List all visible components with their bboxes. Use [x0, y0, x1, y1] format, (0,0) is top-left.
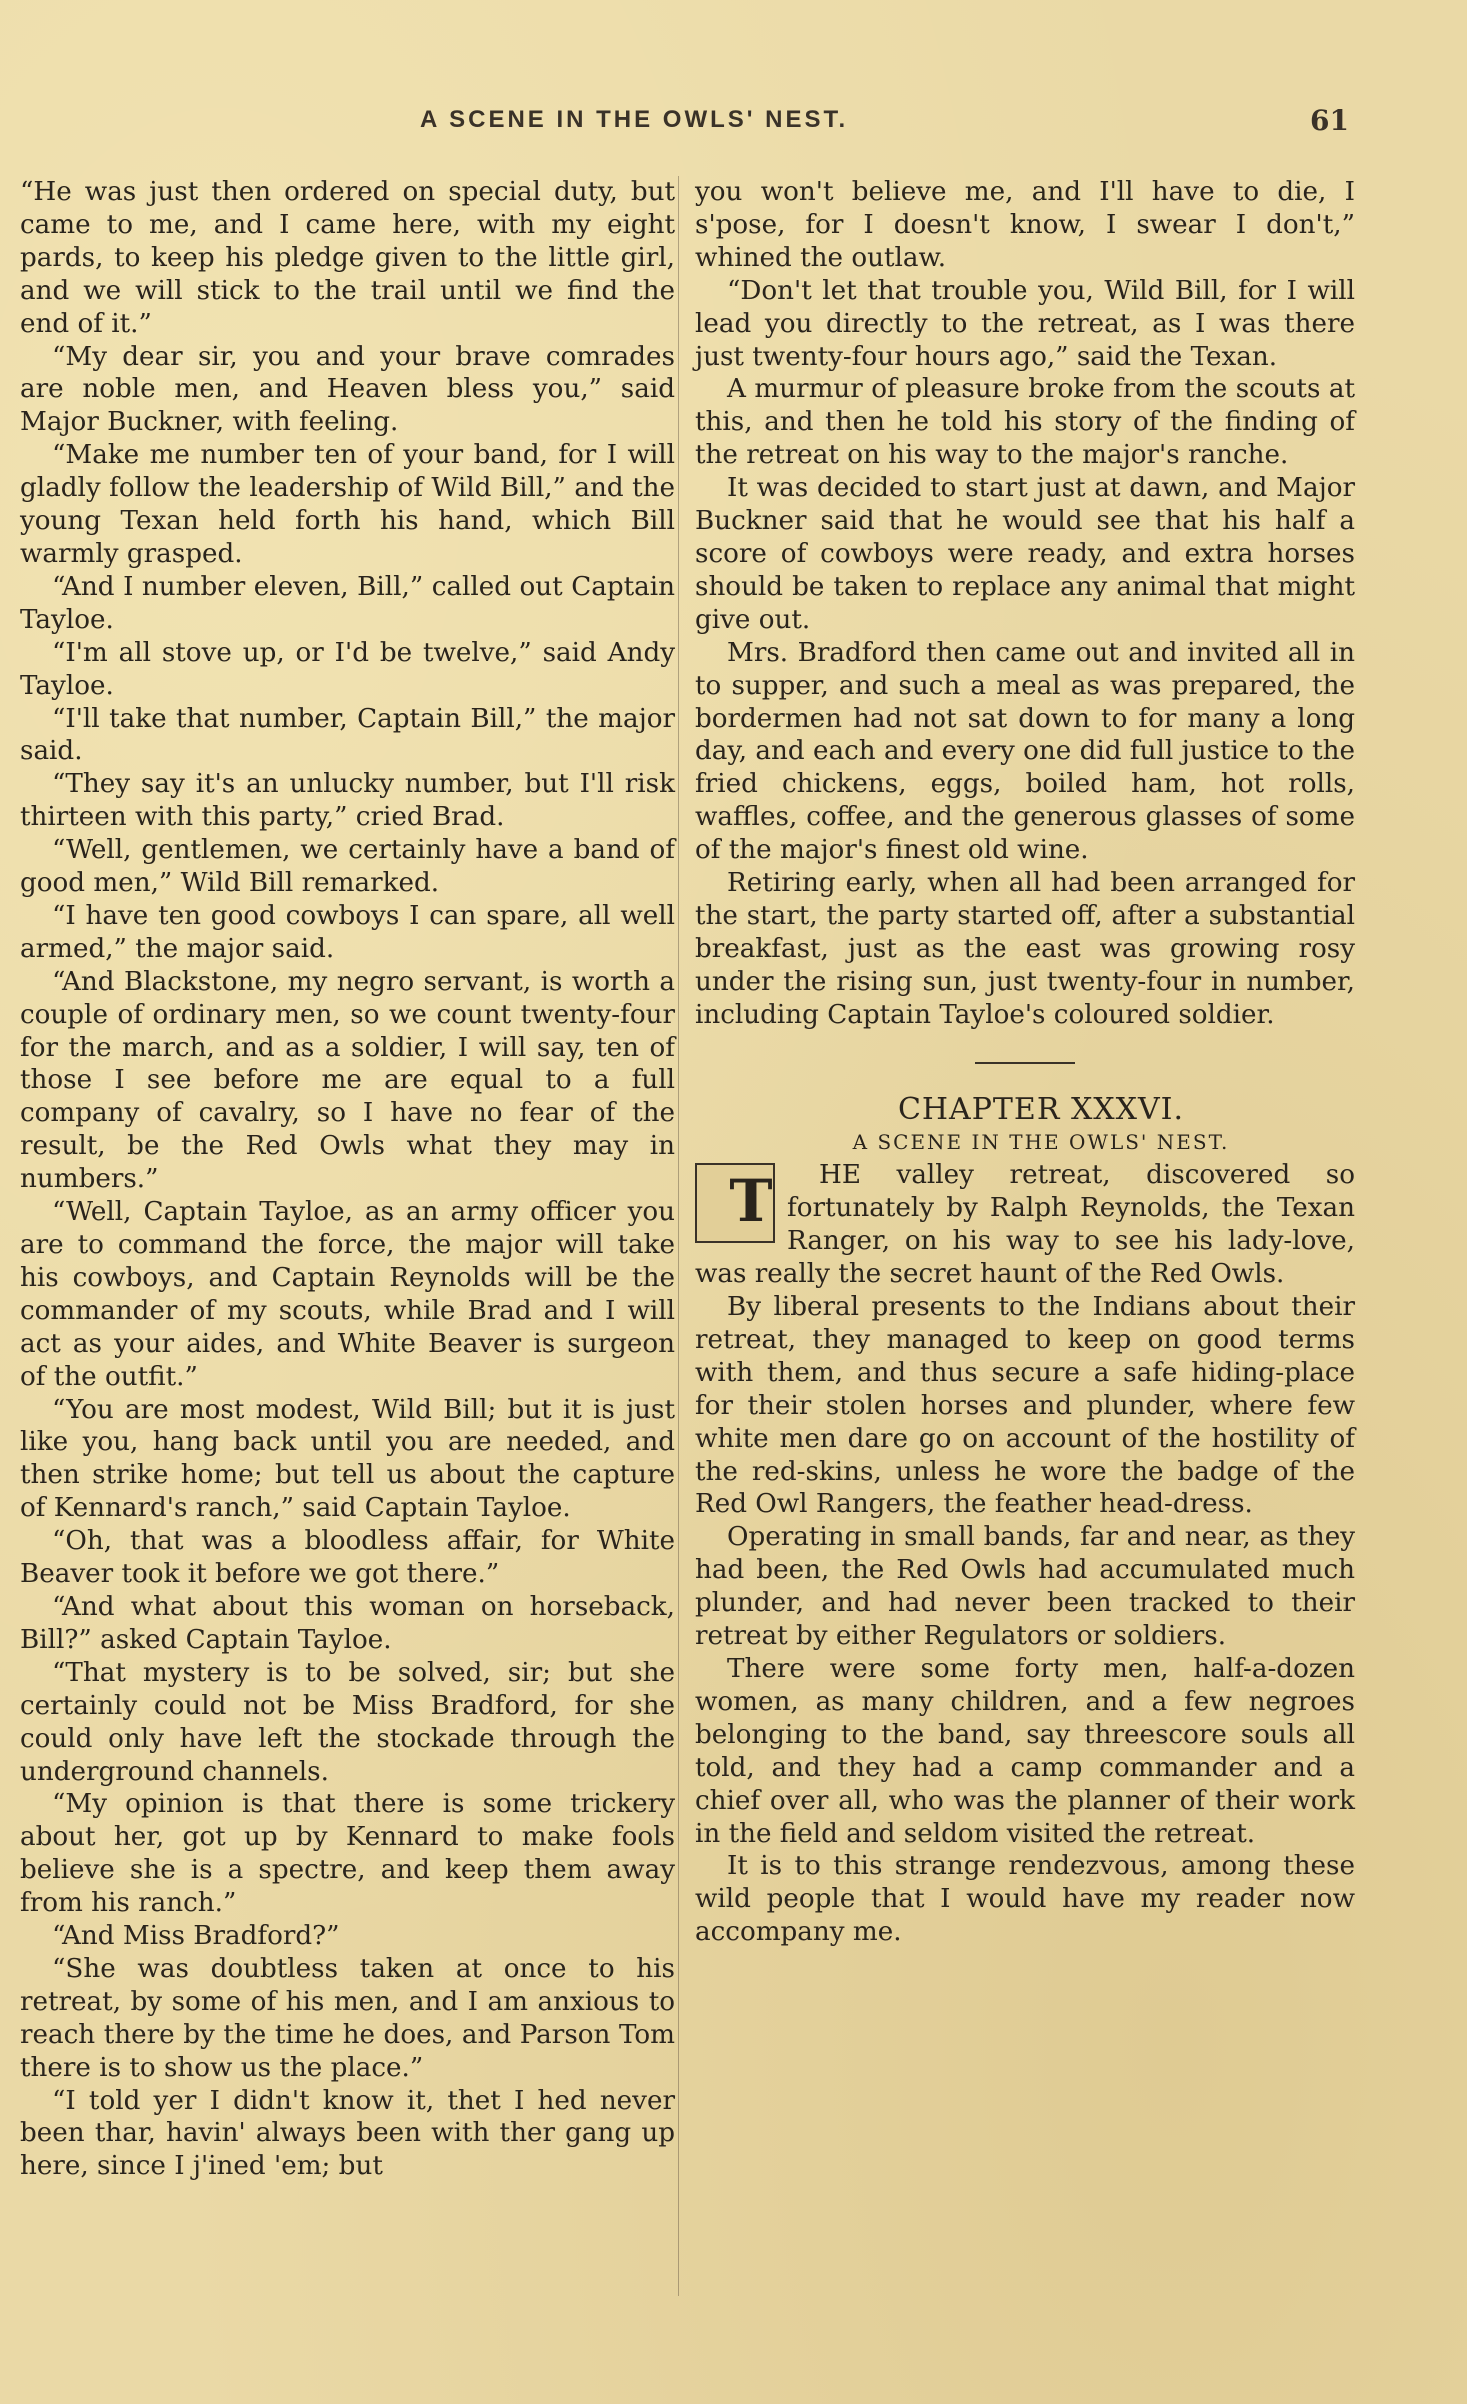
- right-column: [695, 176, 1355, 1949]
- paragraph: “Oh, that was a bloodless affair, for White Beaver took it before we got there.”: [20, 1526, 675, 1590]
- first-paragraph-text: HE valley retreat, discovered so fortunately by Ralph Reynolds, the Texan Ranger, on his way to see his lady-love, was really the secret haunt of the Red Owls.: [695, 1160, 1355, 1290]
- paragraph: “My opinion is that there is some trickery about her, got up by Kennard to make fools believe she is a spectre, and keep them away from his ranch.”: [20, 1789, 675, 1919]
- paragraph: “Well, gentlemen, we certainly have a band of good men,” Wild Bill remarked.: [20, 835, 675, 899]
- paragraph: “My dear sir, you and your brave comrades are noble men, and Heaven bless you,” said Major Buckner, with feeling.: [20, 341, 675, 438]
- paragraph: Mrs. Bradford then came out and invited all in to supper, and such a meal as was prepared, the bordermen had not sat down to for many a long day, and each and every one did full justice to the fried chickens, eggs, boiled ham, hot rolls, waffles, coffee, and the generous glasses of some of the major's finest old wine.: [695, 637, 1355, 866]
- paragraph: “I told yer I didn't know it, thet I hed never been thar, havin' always been with ther gang up here, since I j'ined 'em; but: [20, 2085, 675, 2182]
- paragraph: “That mystery is to be solved, sir; but she certainly could not be Miss Bradford, for she could only have left the stockade through the underground channels.: [20, 1657, 675, 1787]
- chapter-divider-rule: [975, 1062, 1075, 1064]
- paragraph: It was decided to start just at dawn, and Major Buckner said that he would see that his half a score of cowboys were ready, and extra horses should be taken to replace any animal that might give out.: [695, 473, 1355, 635]
- paragraph: “Make me number ten of your band, for I will gladly follow the leadership of Wild Bill,” and the young Texan held forth his hand, which Bill warmly grasped.: [20, 440, 675, 569]
- page-header: [0, 100, 1467, 150]
- dropcap-ornament: [695, 1163, 775, 1243]
- paragraph: Retiring early, when all had been arranged for the start, the party started off, after a substantial breakfast, just as the east was growing rosy under the rising sun, just twenty-four in number, including Captain Tayloe's coloured soldier.: [695, 868, 1355, 1030]
- paragraph: “Don't let that trouble you, Wild Bill, for I will lead you directly to the retreat, as I was there just twenty-four hours ago,” said the Texan.: [695, 275, 1355, 372]
- paragraph: “And Blackstone, my negro servant, is worth a couple of ordinary men, so we count twenty-four for the march, and as a soldier, I will say, ten of those I see before me are equal to a full company of cavalry, so I have no fear of the result, be the Red Owls what they may in numbers.”: [20, 966, 675, 1195]
- paragraph: “And Miss Bradford?”: [52, 1921, 340, 1952]
- paragraph: “And I number eleven, Bill,” called out Captain Tayloe.: [20, 571, 675, 635]
- paragraph: “I'm all stove up, or I'd be twelve,” said Andy Tayloe.: [20, 637, 675, 701]
- paragraph: “You are most modest, Wild Bill; but it is just like you, hang back until you are needed, and then strike home; but tell us about the capture of Kennard's ranch,” said Captain Tayloe.: [20, 1394, 675, 1524]
- page-number: 61: [1310, 104, 1349, 137]
- chapter-first-paragraph: [695, 1159, 1355, 1291]
- left-column: [20, 176, 675, 2183]
- paragraph: There were some forty men, half-a-dozen women, as many children, and a few negroes belonging to the band, say threescore souls all told, and they had a camp commander and a chief over all, who was the planner of their work in the field and seldom visited the retreat.: [695, 1653, 1355, 1849]
- column-divider: [678, 176, 679, 2296]
- chapter-subtitle: A SCENE IN THE OWLS' NEST.: [852, 1130, 1230, 1155]
- running-title: A SCENE IN THE OWLS' NEST.: [420, 106, 849, 133]
- paragraph: “She was doubtless taken at once to his retreat, by some of his men, and I am anxious to reach there by the time he does, and Parson Tom there is to show us the place.”: [20, 1953, 675, 2083]
- paragraph: “They say it's an unlucky number, but I'll risk thirteen with this party,” cried Brad.: [20, 769, 675, 833]
- paragraph: “He was just then ordered on special duty, but came to me, and I came here, with my eight pards, to keep his pledge given to the little girl, and we will stick to the trail until we find the end of it.”: [20, 177, 675, 339]
- paragraph: “Well, Captain Tayloe, as an army officer you are to command the force, the major will take his cowboys, and Captain Reynolds will be the commander of my scouts, while Brad and I will act as your aides, and White Beaver is surgeon of the outfit.”: [20, 1197, 675, 1392]
- paragraph: A murmur of pleasure broke from the scouts at this, and then he told his story of the finding of the retreat on his way to the major's ranche.: [695, 374, 1355, 471]
- paragraph: It is to this strange rendezvous, among these wild people that I would have my reader now accompany me.: [695, 1851, 1355, 1948]
- paragraph: you won't believe me, and I'll have to die, I s'pose, for I doesn't know, I swear I don't,” whined the outlaw.: [695, 177, 1355, 273]
- paragraph: “I'll take that number, Captain Bill,” the major said.: [20, 703, 675, 767]
- dropcap-letter: T: [729, 1167, 773, 1236]
- paragraph: “I have ten good cowboys I can spare, all well armed,” the major said.: [20, 900, 675, 964]
- paragraph: “And what about this woman on horseback, Bill?” asked Captain Tayloe.: [20, 1591, 675, 1655]
- paragraph: Operating in small bands, far and near, as they had been, the Red Owls had accumulated much plunder, and had never been tracked to their retreat by either Regulators or soldiers.: [695, 1522, 1355, 1652]
- chapter-heading: CHAPTER XXXVI.: [897, 1091, 1185, 1127]
- paragraph: By liberal presents to the Indians about their retreat, they managed to keep on good terms with them, and thus secure a safe hiding-place for their stolen horses and plunder, where few white men dare go on account of the hostility of the red-skins, unless he wore the badge of the Red Owl Rangers, the feather head-dress.: [695, 1292, 1355, 1520]
